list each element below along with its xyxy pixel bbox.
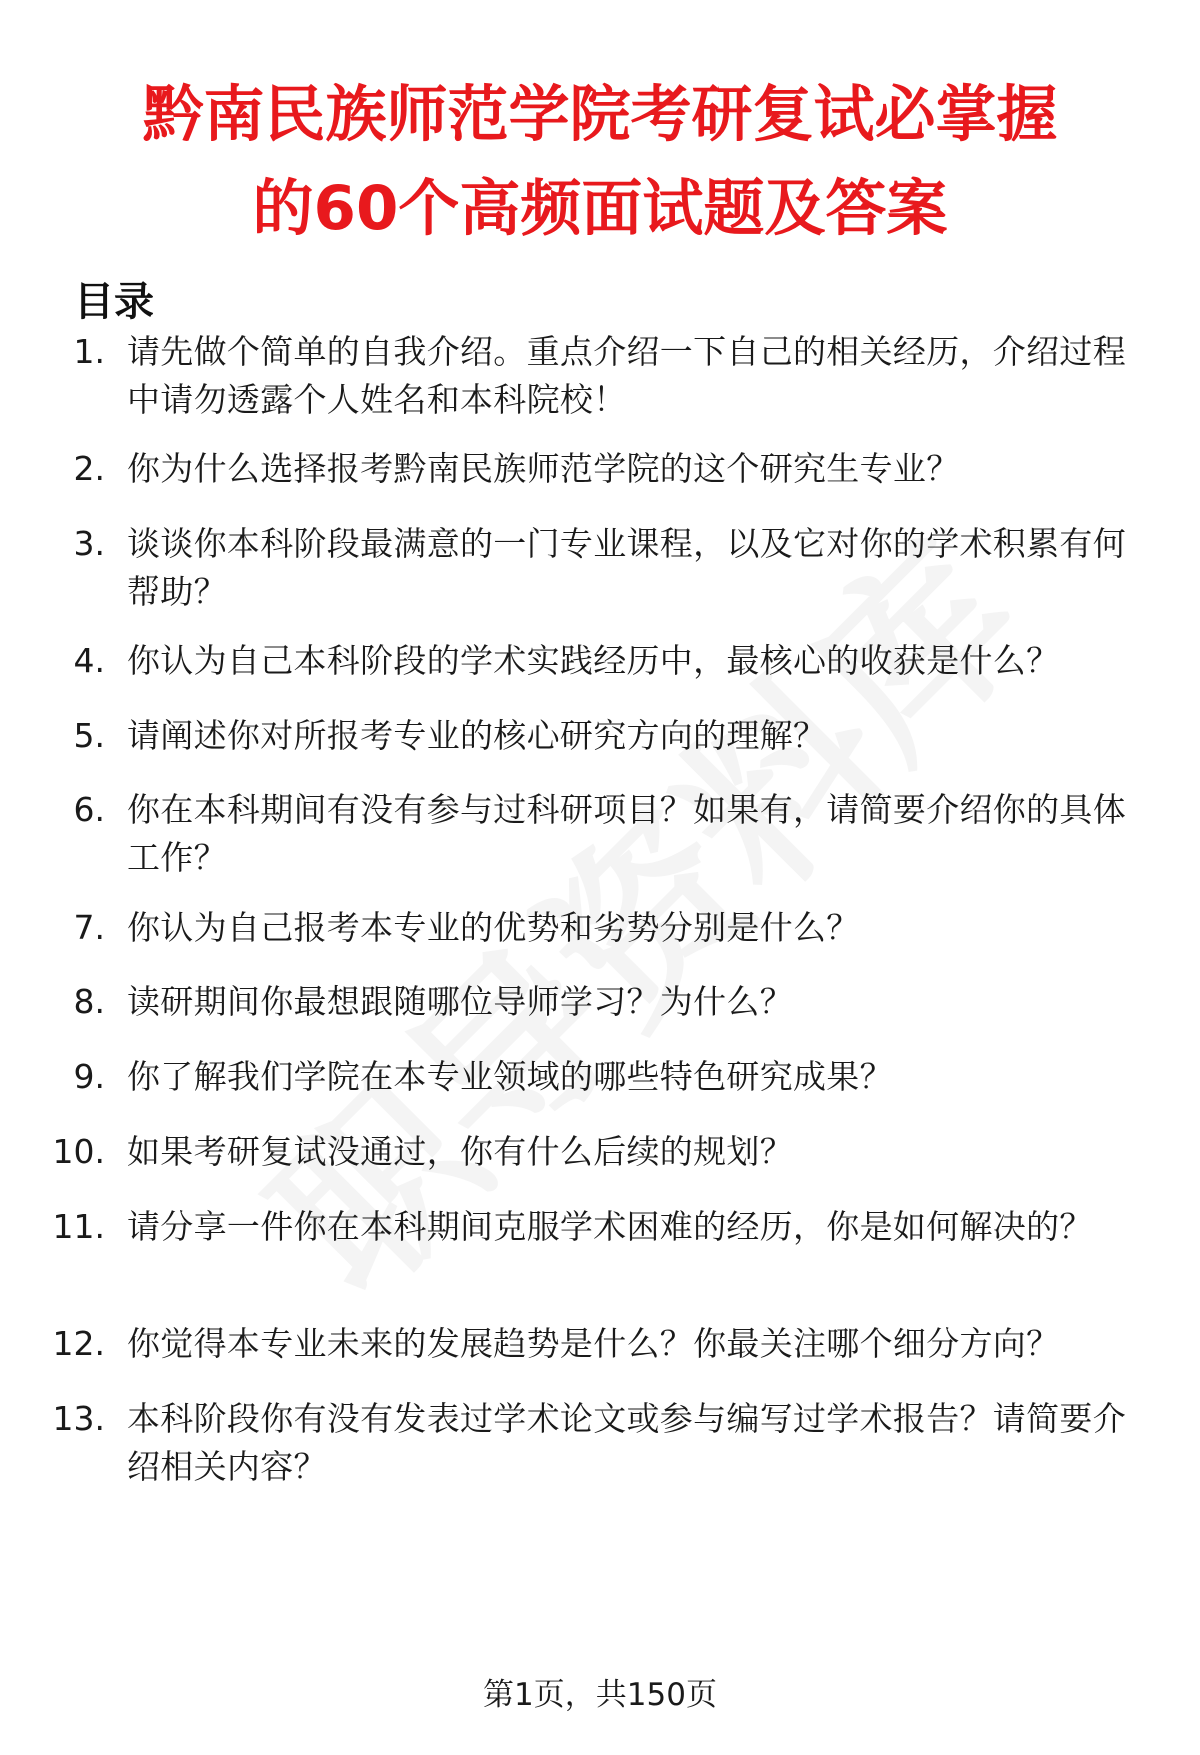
toc-item-number: 2. bbox=[73, 449, 105, 488]
toc-item-text: 你觉得本专业未来的发展趋势是什么？你最关注哪个细分方向？ bbox=[127, 1324, 1060, 1363]
title-line-1: 黔南民族师范学院考研复试必掌握 bbox=[142, 79, 1058, 150]
toc-item-number: 6. bbox=[73, 790, 105, 829]
toc-item-number: 5. bbox=[73, 716, 105, 755]
toc-item-number: 11. bbox=[52, 1207, 105, 1246]
toc-item-text: 你为什么选择报考黔南民族师范学院的这个研究生专业？ bbox=[127, 449, 960, 488]
toc-item-text: 本科阶段你有没有发表过学术论文或参与编写过学术报告？请简要介绍相关内容？ bbox=[127, 1399, 1126, 1486]
document-title bbox=[60, 68, 1140, 256]
toc-heading: 目录 bbox=[74, 279, 154, 325]
toc-item-number: 13. bbox=[52, 1399, 105, 1438]
toc-item-number: 1. bbox=[73, 332, 105, 371]
toc-item-text: 谈谈你本科阶段最满意的一门专业课程，以及它对你的学术积累有何帮助？ bbox=[127, 524, 1126, 611]
toc-item-text: 请阐述你对所报考专业的核心研究方向的理解？ bbox=[127, 716, 827, 755]
toc-item-number: 3. bbox=[73, 524, 105, 563]
toc-item-number: 12. bbox=[52, 1324, 105, 1363]
toc-item-text: 你认为自己本科阶段的学术实践经历中，最核心的收获是什么？ bbox=[127, 641, 1060, 680]
toc-item-text: 如果考研复试没通过，你有什么后续的规划？ bbox=[127, 1132, 793, 1171]
toc-item-text: 你认为自己报考本专业的优势和劣势分别是什么？ bbox=[127, 908, 860, 947]
toc-item-number: 9. bbox=[73, 1057, 105, 1096]
toc-item-number: 10. bbox=[52, 1132, 105, 1171]
toc-item-text: 请分享一件你在本科期间克服学术困难的经历，你是如何解决的？ bbox=[127, 1207, 1093, 1246]
toc-item-text: 读研期间你最想跟随哪位导师学习？为什么？ bbox=[127, 982, 793, 1021]
toc-item-text: 你在本科期间有没有参与过科研项目？如果有，请简要介绍你的具体工作？ bbox=[127, 790, 1126, 877]
toc-item-number: 4. bbox=[73, 641, 105, 680]
toc-item-number: 8. bbox=[73, 982, 105, 1021]
toc-item-text: 请先做个简单的自我介绍。重点介绍一下自己的相关经历，介绍过程中请勿透露个人姓名和本科院校！ bbox=[127, 332, 1126, 419]
toc-item-number: 7. bbox=[73, 908, 105, 947]
toc-item-text: 你了解我们学院在本专业领域的哪些特色研究成果？ bbox=[127, 1057, 893, 1096]
page-footer: 第1页，共150页 bbox=[483, 1677, 717, 1713]
title-line-2: 的60个高频面试题及答案 bbox=[252, 173, 948, 244]
